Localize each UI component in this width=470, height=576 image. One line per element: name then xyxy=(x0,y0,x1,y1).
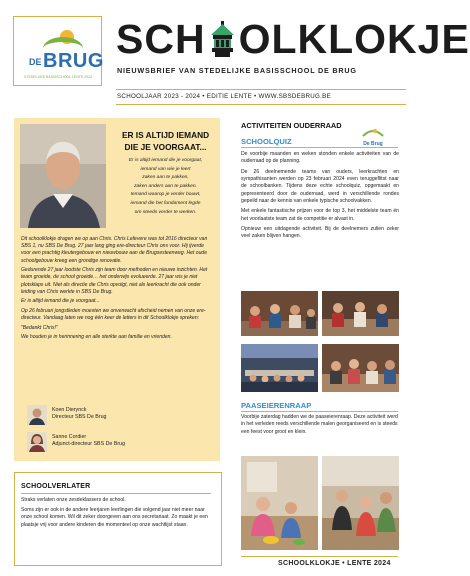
school-logo xyxy=(13,16,102,86)
quiz-photo xyxy=(322,344,399,392)
poem-line: om steeds verder te werken. xyxy=(134,209,197,215)
quiz-paragraph: De voorbije maanden en weken stonden enkele activiteiten van de ouderraad op de planning. xyxy=(241,151,399,165)
signature-name: Koen Dierynck xyxy=(52,407,87,413)
feature-paragraph: "Bedankt Chris!" xyxy=(21,324,58,331)
quiz-paragraph: Opnieuw een uitdagende activiteit. Bij de deelnemers zullen zeker veel zaken blijven hangen. xyxy=(241,226,399,240)
signature-role: Directeur SBS De Brug xyxy=(52,414,107,420)
divider xyxy=(21,493,211,494)
quiz-paragraph: De 26 deelnemende teams van ouders, leerkrachten en sympathisanten werden op 23 februari 2024 even teruggeflitst naar de schoolbanken. Tijdens deze echte schoolquiz, opgemaakt en gepresenteerd door de ouderraad, werd in verschillende rondes gepeild naar de kennis van enkele typische schoolvakken. xyxy=(241,168,399,205)
poem-line: Er is altijd iemand die je voorgaat, xyxy=(128,158,203,163)
divider xyxy=(116,89,406,90)
poem-line: iemand die het fundament legde xyxy=(130,200,201,206)
quiz-photo xyxy=(241,291,318,336)
poem-line: Iemand waarop je verder bouwt, xyxy=(130,192,201,198)
quiz-paragraph: Met enkele fantastische prijzen voor de top 3, het middelste team én het voorlaatste team zat de competitie er alvast in. xyxy=(241,208,399,222)
avatar xyxy=(27,405,47,425)
easter-photo xyxy=(322,456,399,550)
signature-1 xyxy=(52,407,106,421)
title-part-1: SCH xyxy=(116,16,206,62)
feature-paragraph: We houden je in herinnering en alle sterkte aan familie en vrienden. xyxy=(21,334,172,341)
quiz-photo xyxy=(241,344,318,392)
logo-tagline: STEDELIJKE BASISSCHOOL LENTE 2024 xyxy=(24,75,92,79)
bell-tower-icon xyxy=(206,21,239,57)
quiz-title: SCHOOLQUIZ xyxy=(241,137,292,146)
portrait-photo xyxy=(20,124,106,228)
feature-paragraph: Gedurende 27 jaar loodste Chris zijn team door methoden en nieuwe inzichten. Het team groeide, de school groeide… het onderwijs evolueerde. 27 jaar wis je niet plotsklaps uit. Niet als directie die Chris opvolgt, niet als leerkracht die ook onder leiding van Chris werkte in SBS De Brug. xyxy=(21,267,208,295)
schoolverlater-text xyxy=(21,497,214,532)
bridge-arc-icon xyxy=(360,128,386,136)
feature-text xyxy=(21,236,215,344)
schoolverlater-paragraph: Straks verlaten onze zesdeklassers de school. xyxy=(21,497,126,503)
quiz-photo xyxy=(322,291,399,336)
newsletter-subtitle: NIEUWSBRIEF VAN STEDELIJKE BASISSCHOOL DE BRUG xyxy=(117,66,357,75)
divider xyxy=(241,556,398,557)
schoolverlater-title: SCHOOLVERLATER xyxy=(21,483,91,490)
signature-name: Sanne Cordier xyxy=(52,434,87,440)
page-footer: SCHOOLKLOKJE • LENTE 2024 xyxy=(278,560,391,567)
newsletter-title xyxy=(116,18,470,60)
feature-paragraph: Dit schoolklokje dragen we op aan Chris. Chris Lefevere was tot 2016 directeur van SBS 1, nu SBS De Brug. 27 jaar lang ging ere-directeur Chris ons voor. Hij ijverde voor een prachtig kleutergebouw en nieuwbouw aan de Brugsesteenweg. Het oude schoolgebouw kreeg een grondige renovatie. xyxy=(21,236,208,264)
edition-line: SCHOOLJAAR 2023 - 2024 • EDITIE LENTE • WWW.SBSDEBRUG.BE xyxy=(117,93,332,100)
title-part-2: OLKLOKJE xyxy=(238,16,470,62)
divider xyxy=(116,104,406,105)
poem-line: zaken anders aan te pakken. xyxy=(134,183,197,189)
signature-2 xyxy=(52,434,125,448)
easter-title: PAASEIERENRAAP xyxy=(241,401,312,410)
activities-title: ACTIVITEITEN OUDERRAAD xyxy=(241,121,342,130)
signature-role: Adjunct-directeur SBS De Brug xyxy=(52,441,126,447)
mini-logo-text: De Brug xyxy=(363,141,383,147)
feature-poem xyxy=(114,157,217,217)
divider xyxy=(241,411,398,412)
feature-heading: ER IS ALTIJD IEMAND DIE JE VOORGAAT... xyxy=(121,130,210,152)
easter-text: Voorbije zaterdag hadden we de paaseierenraap. Deze activiteit werd in het verleden reeds verschillende malen georganiseerd en is steeds een feest voor groot en klein. xyxy=(241,414,398,435)
schoolverlater-paragraph: Soms zijn er ook in de andere leerjaren leerlingen die volgend jaar niet meer naar onze school komen. Wil dit zeker doorgeven aan ons secretariaat. Zo maakt je een plaatsje vrij voor andere kinderen die momenteel op onze wachtlijst staan. xyxy=(21,506,208,528)
divider xyxy=(241,147,398,148)
mini-logo xyxy=(360,123,386,147)
avatar xyxy=(27,432,47,452)
quiz-text xyxy=(241,151,399,244)
feature-paragraph: Op 26 februari jongstleden moesten we onverwacht afscheid nemen van onze ere-directeur. Vandaag laten we nog één keer de letters in dit Schoolklokje spreken: xyxy=(21,308,206,322)
poem-line: iemand van wie je leert xyxy=(140,166,191,172)
feature-paragraph: Er is altijd iemand die je voorgaat... xyxy=(21,298,100,305)
logo-prefix: DE xyxy=(29,57,42,67)
poem-line: zaken aan te pakken, xyxy=(142,175,189,181)
easter-photo xyxy=(241,456,318,550)
logo-name: BRUG xyxy=(43,50,104,72)
